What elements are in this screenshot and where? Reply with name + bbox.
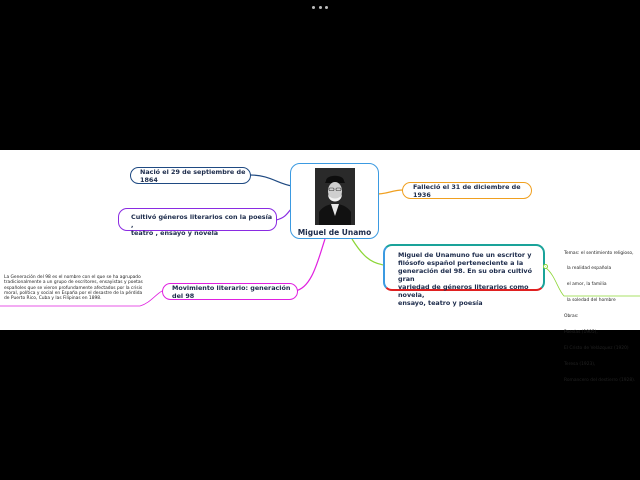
collapse-toggle-icon[interactable]: - <box>544 264 547 269</box>
note-works-line-4: la soledad del hombre <box>564 298 616 304</box>
node-movement[interactable] <box>162 283 298 300</box>
note-works-line-9: Romancero del destierro (1928). <box>564 377 636 383</box>
central-topic[interactable] <box>290 163 379 239</box>
note-generation <box>4 275 146 301</box>
node-summary-line-2: filósofo español perteneciente a la <box>398 259 524 267</box>
link-summary <box>352 239 384 265</box>
node-born-label: Nació el 29 de septiembre de 1864 <box>140 167 246 184</box>
note-generation-line-2: tradicionalmente a un grupo de escritores, ensayistas y poetas <box>4 280 143 286</box>
central-topic-title: Miguel de Unamo <box>297 228 372 237</box>
node-born[interactable] <box>130 167 251 184</box>
note-generation-line-1: La Generación del 98 es el nombre con el que se ha agrupado <box>4 275 141 280</box>
node-genres[interactable] <box>118 208 277 237</box>
node-genres-line-2: teatro , ensayo y novela <box>131 229 219 237</box>
note-works-line-6: Poesías (1905), <box>564 330 598 336</box>
node-summary-line-5: ensayo, teatro y poesía <box>398 299 483 307</box>
window-menu-icon[interactable] <box>312 4 328 10</box>
note-works-line-1: Temas: el sentimiento religioso, <box>564 250 634 256</box>
node-died-label: Falleció el 31 de diciembre de 1936 <box>413 182 521 199</box>
note-works-line-2: la realidad española <box>564 266 612 272</box>
note-generation-line-4: moral, política y social en España por el desastre de la pérdida <box>4 290 143 296</box>
node-summary[interactable] <box>383 244 545 307</box>
node-summary-line-1: Miguel de Unamuno fue un escritor y <box>398 251 532 259</box>
link-movement <box>295 239 325 291</box>
note-works-line-3: el amor, la familia <box>564 282 607 288</box>
portrait-photo <box>315 168 355 225</box>
node-died[interactable] <box>402 182 532 199</box>
node-summary-line-3: generación del 98. En su obra cultivó gran <box>398 267 532 283</box>
note-works-line-7: El Cristo de Velázquez (1920) <box>564 345 629 351</box>
note-works <box>564 240 640 394</box>
node-movement-label: Movimiento literario: generación del 98 <box>172 283 291 300</box>
note-works-line-5: Obras: <box>564 314 579 320</box>
node-summary-line-4: variedad de géneros literarios como novela, <box>398 283 529 299</box>
node-genres-line-1: Cultivó géneros literarios con la poesía , <box>131 213 273 229</box>
link-died <box>377 190 403 194</box>
link-born <box>250 175 292 186</box>
note-generation-line-3: españoles que se vieron profundamente afectados por la crisis <box>4 285 143 291</box>
note-works-line-8: Teresa (1923), <box>564 361 596 367</box>
note-generation-line-5: de Puerto Rico, Cuba y las Filipinas en 1898. <box>4 296 102 302</box>
mindmap-canvas <box>0 150 640 383</box>
